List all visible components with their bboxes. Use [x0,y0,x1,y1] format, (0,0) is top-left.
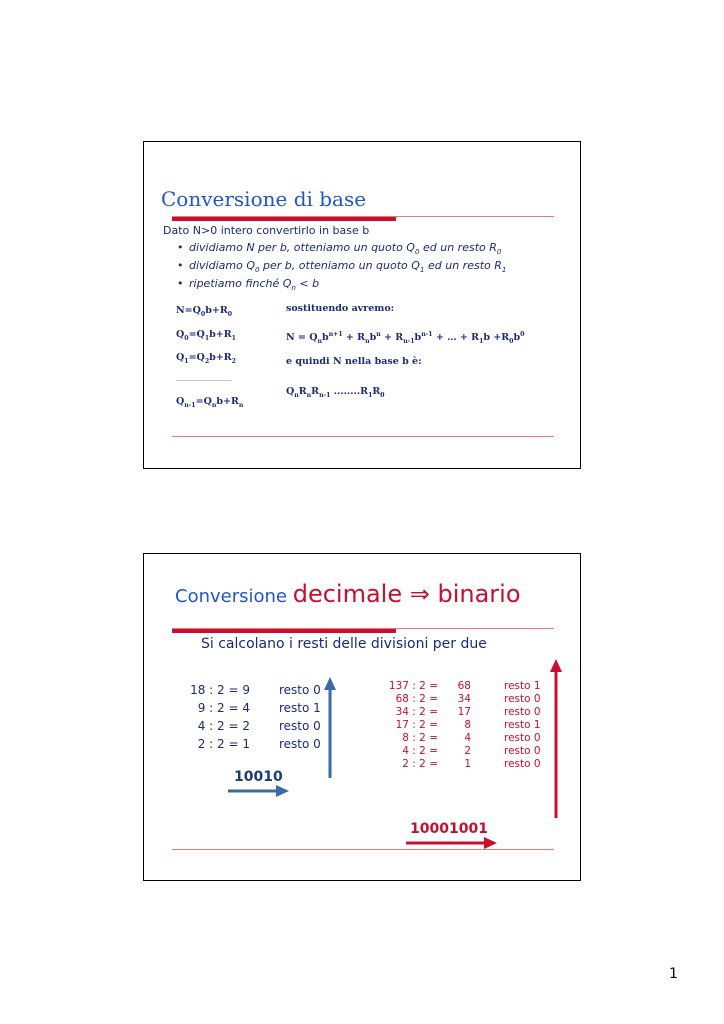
division-text: 4 : 2 = 2 [197,719,250,733]
binary-result-10010: 10010 [234,769,283,785]
bottom-rule [172,436,554,437]
division-text: 2 : 2 = 1 [197,737,250,751]
bullet-1: • dividiamo N per b, otteniamo un quoto $Q_0$ ed un resto $R_0$ [177,241,502,257]
label-quindi: e quindi N nella base b è: [286,356,422,367]
division-text: 18 : 2 = 9 [190,683,250,697]
quotient-text: 8 [464,719,471,731]
quotient-text: 2 [464,745,471,757]
table-row [144,706,582,719]
division-text: 68 : 2 = [395,693,438,705]
division-text: 8 : 2 = [402,732,438,744]
table-row [144,758,582,771]
table-row [144,745,582,758]
slide2-title: Conversione decimale ⇒ binario [175,580,521,608]
title-rule [172,216,554,217]
quotient-text: 1 [464,758,471,770]
division-text: 17 : 2 = [395,719,438,731]
remainder-text: resto 0 [504,745,541,757]
page-number: 1 [669,966,678,982]
arrow-right-icon [406,837,498,849]
equation-q1: $Q_1=Q_2b+R_2$ [176,352,236,365]
label-sostituendo: sostituendo avremo: [286,303,395,314]
result-representation: $Q_nR_nR_{n-1}$ $........R_1R_0$ [286,386,385,399]
intro-text: Dato N>0 intero convertirlo in base b [163,224,370,237]
right-division-table [144,680,582,771]
slide-conversione-di-base [143,141,581,469]
division-text: 2 : 2 = [402,758,438,770]
division-text: 137 : 2 = [388,680,438,692]
remainder-text: resto 0 [279,683,321,697]
quotient-text: 34 [457,693,471,705]
arrow-right-icon [228,785,290,797]
table-row [144,680,582,693]
remainder-text: resto 0 [504,732,541,744]
table-row [144,719,582,732]
remainder-text: resto 0 [279,737,321,751]
slide1-title: Conversione di base [161,187,367,211]
remainder-text: resto 0 [504,693,541,705]
remainder-text: resto 0 [279,719,321,733]
quotient-text: 68 [457,680,471,692]
quotient-text: 4 [464,732,471,744]
division-text: 9 : 2 = 4 [197,701,250,715]
remainder-text: resto 1 [504,719,541,731]
table-row [144,693,582,706]
quotient-text: 17 [457,706,471,718]
remainder-text: resto 0 [504,758,541,770]
remainder-text: resto 1 [504,680,541,692]
slide-decimale-binario [143,553,581,881]
remainder-text: resto 1 [279,701,321,715]
bullet-2: • dividiamo $Q_0$ per b, otteniamo un quoto $Q_1$ ed un resto $R_1$ [177,259,507,275]
equation-q0: $Q_0=Q_1b+R_1$ [176,329,236,342]
bullet-3: • ripetiamo finché $Q_n < b$ [177,277,320,293]
table-row [144,732,582,745]
slide2-title-main: decimale ⇒ binario [292,580,521,608]
division-text: 34 : 2 = [395,706,438,718]
bottom-rule [172,849,554,850]
title-rule [172,628,554,629]
binary-result-10001001: 10001001 [410,821,488,837]
remainder-text: resto 0 [504,706,541,718]
slide2-subtitle: Si calcolano i resti delle divisioni per due [201,636,487,652]
arrow-up-icon [548,658,564,820]
equation-qn1: $Q_{n-1}=Q_nb+R_n$ [176,396,244,409]
equation-dots: ………………………. [176,376,232,383]
equation-n: $N=Q_0b+R_0$ [176,305,233,318]
formula-expansion: $N = Q_nb^{n+1} + R_nb^n + R_{n-1}b^{n-1}$ + … + $R_1b +R_0b^0$ [286,331,525,346]
division-text: 4 : 2 = [402,745,438,757]
